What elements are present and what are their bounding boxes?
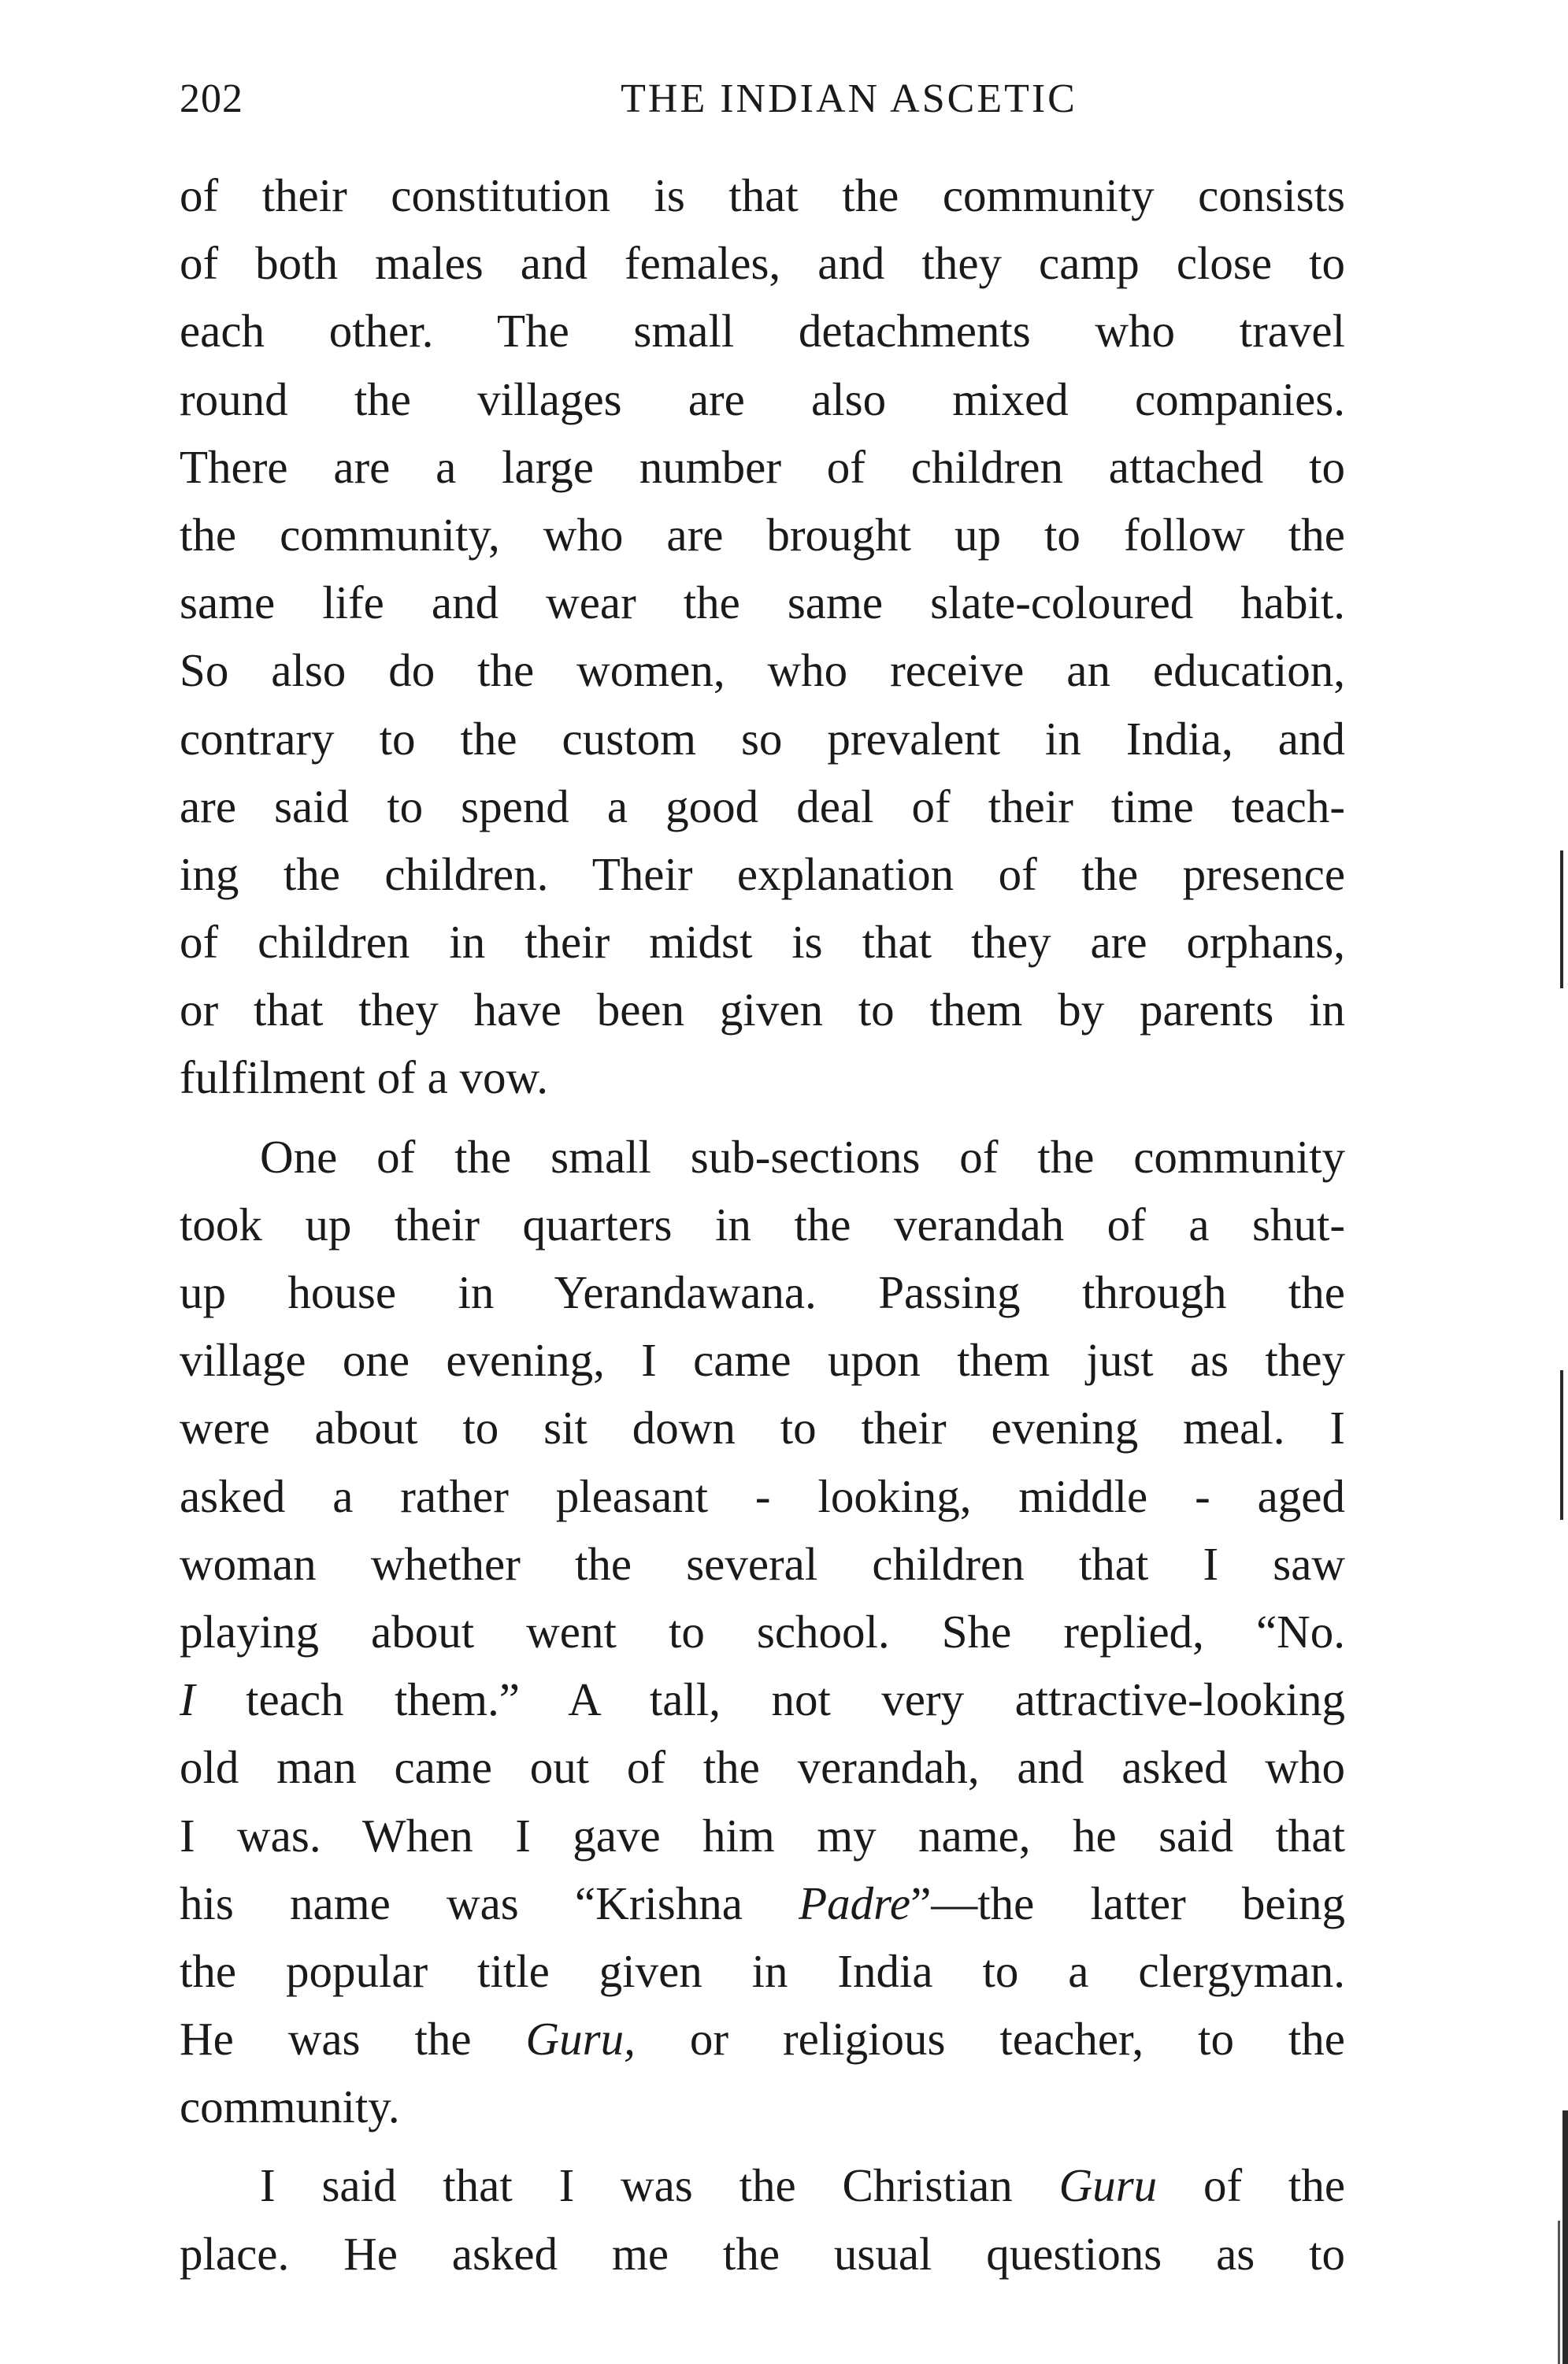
text-line: woman whether the several children that I saw — [180, 1537, 1345, 1590]
text-line: the community, who are brought up to follow the — [180, 508, 1345, 561]
text-line: of children in their midst is that they are orphans, — [180, 916, 1345, 969]
scan-edge-mark — [1562, 2110, 1568, 2364]
text-line: community. — [180, 2081, 400, 2133]
text-line-with-italic: his name was “Krishna Padre”—the latter being — [180, 1877, 1346, 1929]
text-line: of both males and females, and they camp close to — [180, 237, 1345, 290]
text-line: each other. The small detachments who travel — [180, 305, 1345, 358]
text-line: contrary to the custom so prevalent in India, and — [180, 712, 1345, 765]
body-text — [180, 161, 1345, 2288]
text-line-with-italic: He was the Guru, or religious teacher, to the — [180, 2013, 1345, 2066]
text-line-with-italic: I teach them.” A tall, not very attractive-looking — [180, 1673, 1345, 1726]
text-line: fulfilment of a vow. — [180, 1051, 549, 1104]
text-line: took up their quarters in the verandah of a shut- — [180, 1198, 1345, 1251]
scan-edge-mark — [1560, 850, 1563, 988]
text-line: the popular title given in India to a clergyman. — [180, 1944, 1345, 1997]
page-number: 202 — [180, 76, 243, 121]
text-line: So also do the women, who receive an education, — [180, 644, 1345, 697]
text-line: One of the small sub-sections of the community — [260, 1130, 1345, 1183]
scan-edge-mark — [1558, 2221, 1560, 2364]
text-line: village one evening, I came upon them just as they — [180, 1334, 1345, 1387]
text-line: place. He asked me the usual questions as to — [180, 2227, 1345, 2280]
text-line: asked a rather pleasant - looking, middle - aged — [180, 1469, 1345, 1522]
italic-word: Padre — [799, 1877, 911, 1929]
text-line: same life and wear the same slate-coloured habit. — [180, 576, 1345, 629]
italic-word: Guru — [1058, 2159, 1158, 2212]
text-line: ing the children. Their explanation of the presence — [180, 847, 1345, 900]
italic-word: I — [180, 1673, 195, 1726]
paragraph-2 — [180, 1123, 1345, 2141]
text-line: or that they have been given to them by parents in — [180, 984, 1345, 1036]
text-line: I was. When I gave him my name, he said that — [180, 1809, 1345, 1862]
text-line: of their constitution is that the community consists — [180, 169, 1345, 221]
text-line: round the villages are also mixed companies. — [180, 372, 1345, 425]
scan-edge-mark — [1560, 1370, 1563, 1520]
italic-word: Guru, — [525, 2013, 636, 2066]
text-line: playing about went to school. She replied, “No. — [180, 1605, 1345, 1658]
paragraph-1 — [180, 161, 1345, 1112]
text-line-with-italic: I said that I was the Christian Guru of the — [260, 2159, 1346, 2212]
text-line: were about to sit down to their evening meal. I — [180, 1402, 1345, 1454]
text-line: old man came out of the verandah, and asked who — [180, 1741, 1345, 1794]
paragraph-3 — [180, 2151, 1345, 2287]
running-head — [180, 76, 1345, 131]
book-title: THE INDIAN ASCETIC — [621, 76, 1077, 121]
text-line: are said to spend a good deal of their time teach- — [180, 780, 1345, 832]
text-line: There are a large number of children attached to — [180, 440, 1345, 493]
text-line: up house in Yerandawana. Passing through the — [180, 1266, 1345, 1318]
